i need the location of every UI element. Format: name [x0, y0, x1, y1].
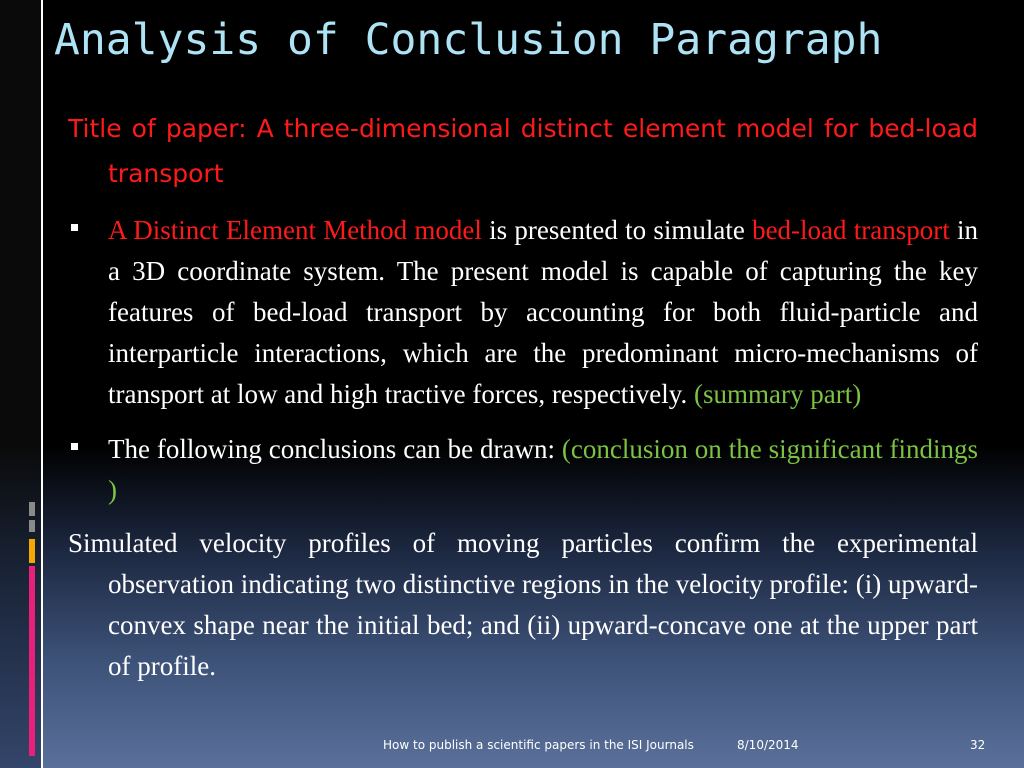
conclusion-paragraph: Simulated velocity profiles of moving particles confirm the experimental observation indicating two distinctive regions in the velocity profile: (i) upward-convex shape near the initial bed; and (ii) upward-concave one at the upper part of profile.	[68, 528, 978, 681]
bullet-item-conclusion	[68, 429, 978, 511]
text-segment: in a 3D coordinate system. The present model is capable of capturing the key features of bed-load transport by accounting for both fluid-particle and interparticle interactions, which are the predominant micro-mechanisms of transport at low and high tractive forces, respectively.	[108, 215, 979, 409]
gray-accent-bar-2	[29, 520, 35, 532]
footer-date: 8/10/2014	[737, 738, 799, 752]
bullet-item-summary	[68, 210, 978, 415]
bullet-text-conclusion	[108, 429, 978, 511]
slide-number: 32	[970, 738, 986, 752]
square-bullet-icon	[71, 443, 78, 450]
left-accent-strip	[0, 0, 41, 768]
annotation-conclusion: (conclusion on the significant findings )	[108, 434, 978, 505]
bullet-text-summary	[108, 210, 978, 415]
highlight-transport: bed-load transport	[752, 215, 950, 245]
square-bullet-icon	[71, 224, 78, 231]
paper-title: Title of paper: A three-dimensional distinct element model for bed-load transport	[68, 114, 978, 188]
slide-content	[68, 106, 978, 687]
orange-accent-bar	[29, 539, 35, 563]
slide-title: Analysis of Conclusion Paragraph	[54, 15, 883, 65]
text-segment: The following conclusions can be drawn:	[108, 434, 562, 464]
annotation-summary: (summary part)	[694, 379, 862, 409]
gray-accent-bar-1	[29, 502, 35, 516]
highlight-method: A Distinct Element Method model	[108, 215, 482, 245]
pink-accent-bar	[29, 566, 35, 756]
text-segment: is presented to simulate	[481, 215, 753, 245]
divider-line	[41, 0, 43, 768]
footer-text: How to publish a scientific papers in the ISI Journals	[383, 738, 694, 752]
